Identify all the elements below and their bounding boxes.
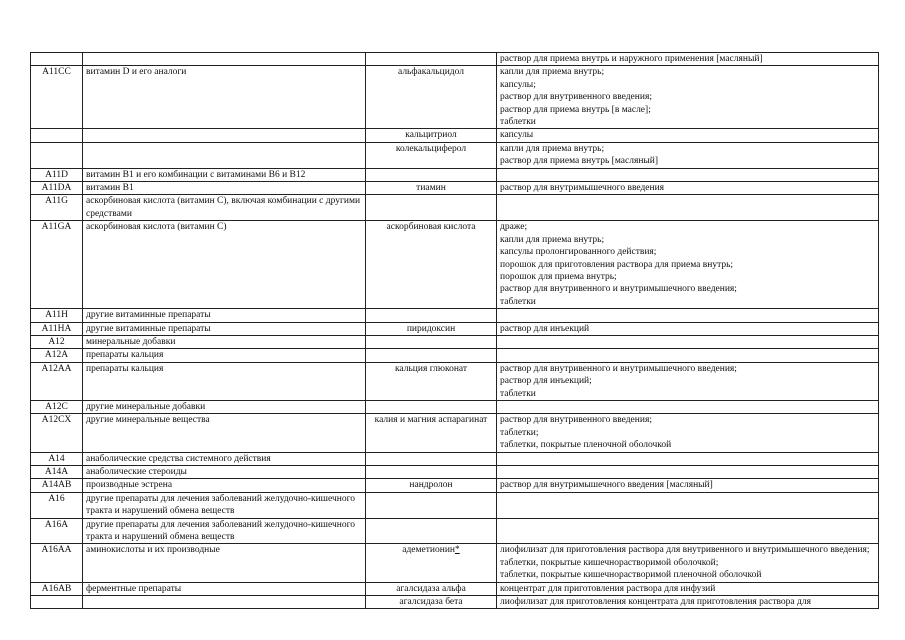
- anatomical-therapeutic-group-cell: витамин D и его аналоги: [83, 66, 366, 129]
- dosage-form-line: таблетки, покрытые пленочной оболочкой: [500, 440, 672, 451]
- atc-code-cell: A12A: [31, 349, 83, 362]
- drug-inn-cell: [366, 400, 497, 413]
- dosage-forms-cell: [497, 182, 879, 195]
- dosage-form-line: капсулы пролонгированного действия;: [500, 247, 657, 258]
- anatomical-therapeutic-group-cell: анаболические стероиды: [83, 466, 366, 479]
- drug-inn-cell: [366, 221, 497, 309]
- table-row: [31, 452, 879, 465]
- dosage-forms-cell: [497, 466, 879, 479]
- drug-inn-cell: [366, 362, 497, 400]
- anatomical-therapeutic-group-cell: [83, 129, 366, 142]
- drug-inn-text: аскорбиновая кислота: [386, 222, 476, 233]
- drug-inn-text: кальцитриол: [405, 130, 457, 141]
- anatomical-therapeutic-group-cell: другие минеральные добавки: [83, 400, 366, 413]
- dosage-forms-cell: [497, 544, 879, 582]
- drug-inn-text: кальция глюконат: [394, 363, 468, 374]
- drug-inn-cell: [366, 544, 497, 582]
- atc-code-cell: A11GA: [31, 221, 83, 309]
- drug-inn-text: агалсидаза альфа: [396, 583, 466, 594]
- dosage-form-line: раствор для инъекций: [500, 323, 590, 334]
- drug-inn-cell: [366, 335, 497, 348]
- atc-code-cell: A11H: [31, 309, 83, 322]
- dosage-form-line: порошок для приема внутрь;: [500, 271, 617, 282]
- table-row: [31, 309, 879, 322]
- footnote-asterisk-link[interactable]: *: [454, 545, 460, 556]
- drug-inn-cell: [366, 582, 497, 595]
- table-row: [31, 349, 879, 362]
- drug-inn-cell: [366, 596, 497, 609]
- dosage-form-line: раствор для приема внутрь и наружного применения [масляный]: [500, 54, 763, 64]
- dosage-form-line: раствор для инъекций;: [500, 376, 592, 387]
- table-row: [31, 518, 879, 544]
- table-row: [31, 544, 879, 582]
- dosage-form-line: капли для приема внутрь;: [500, 234, 605, 245]
- drug-inn-text: агалсидаза бета: [399, 597, 463, 608]
- anatomical-therapeutic-group-cell: витамин B1 и его комбинации с витаминами B6 и B12: [83, 168, 366, 181]
- table-body: [31, 53, 879, 609]
- dosage-form-line: лиофилизат для приготовления концентрата для приготовления раствора для: [500, 597, 811, 608]
- dosage-forms-cell: [497, 168, 879, 181]
- atc-code-cell: [31, 142, 83, 168]
- atc-code-cell: A14A: [31, 466, 83, 479]
- anatomical-therapeutic-group-cell: аскорбиновая кислота (витамин C), включая комбинации с другими средствами: [83, 195, 366, 221]
- table-row: [31, 582, 879, 595]
- dosage-forms-cell: [497, 335, 879, 348]
- drug-inn-text: альфакальцидол: [398, 67, 464, 78]
- table-row: [31, 142, 879, 168]
- atc-code-cell: [31, 53, 83, 66]
- dosage-form-line: таблетки;: [500, 427, 539, 438]
- atc-code-cell: A16A: [31, 518, 83, 544]
- table-row: [31, 168, 879, 181]
- dosage-forms-cell: [497, 400, 879, 413]
- atc-code-cell: A11G: [31, 195, 83, 221]
- dosage-form-line: таблетки: [500, 388, 536, 399]
- anatomical-therapeutic-group-cell: другие препараты для лечения заболеваний желудочно-кишечного тракта и нарушений обмена веществ: [83, 518, 366, 544]
- anatomical-therapeutic-group-cell: [83, 596, 366, 609]
- dosage-forms-cell: [497, 129, 879, 142]
- dosage-forms-cell: [497, 596, 879, 609]
- table-row: [31, 221, 879, 309]
- drug-inn-cell: [366, 129, 497, 142]
- drug-inn-text: тиамин: [416, 183, 446, 194]
- atc-code-cell: A14AB: [31, 479, 83, 492]
- dosage-form-line: капсулы;: [500, 79, 536, 90]
- dosage-forms-cell: [497, 362, 879, 400]
- dosage-forms-cell: [497, 221, 879, 309]
- dosage-form-line: раствор для внутривенного введения;: [500, 415, 652, 426]
- drug-inn-text: пиридоксин: [406, 323, 456, 334]
- dosage-forms-cell: [497, 53, 879, 66]
- anatomical-therapeutic-group-cell: другие минеральные вещества: [83, 414, 366, 452]
- atc-code-cell: [31, 129, 83, 142]
- table-row: [31, 596, 879, 609]
- dosage-forms-cell: [497, 414, 879, 452]
- drug-inn-cell: [366, 66, 497, 129]
- drug-inn-cell: [366, 349, 497, 362]
- drug-inn-cell: [366, 466, 497, 479]
- drug-inn-cell: [366, 195, 497, 221]
- dosage-forms-cell: [497, 309, 879, 322]
- atc-code-cell: [31, 596, 83, 609]
- drug-classification-table: [30, 52, 879, 609]
- anatomical-therapeutic-group-cell: витамин B1: [83, 182, 366, 195]
- anatomical-therapeutic-group-cell: аскорбиновая кислота (витамин C): [83, 221, 366, 309]
- dosage-form-line: драже;: [500, 222, 528, 233]
- drug-inn-cell: [366, 492, 497, 518]
- dosage-form-line: капсулы: [500, 130, 534, 141]
- drug-inn-text: адеметионин: [402, 545, 455, 556]
- dosage-form-line: таблетки, покрытые кишечнорастворимой оболочкой;: [500, 557, 719, 568]
- table-row: [31, 322, 879, 335]
- dosage-form-line: концентрат для приготовления раствора для инфузий: [500, 583, 716, 594]
- atc-code-cell: A11HA: [31, 322, 83, 335]
- table-row: [31, 479, 879, 492]
- dosage-form-line: раствор для внутримышечного введения [масляный]: [500, 480, 713, 491]
- dosage-form-line: капли для приема внутрь;: [500, 143, 605, 154]
- dosage-forms-cell: [497, 195, 879, 221]
- table-row: [31, 335, 879, 348]
- table-row: [31, 66, 879, 129]
- dosage-forms-cell: [497, 518, 879, 544]
- drug-inn-cell: [366, 182, 497, 195]
- drug-inn-text: калия и магния аспарагинат: [374, 415, 488, 426]
- table-row: [31, 466, 879, 479]
- anatomical-therapeutic-group-cell: аминокислоты и их производные: [83, 544, 366, 582]
- anatomical-therapeutic-group-cell: препараты кальция: [83, 362, 366, 400]
- anatomical-therapeutic-group-cell: [83, 142, 366, 168]
- drug-inn-cell: [366, 322, 497, 335]
- drug-inn-text: колекальциферол: [395, 143, 467, 154]
- dosage-form-line: раствор для внутривенного введения;: [500, 92, 652, 103]
- table-row: [31, 414, 879, 452]
- dosage-form-line: порошок для приготовления раствора для приема внутрь;: [500, 259, 734, 270]
- atc-code-cell: A12: [31, 335, 83, 348]
- table-row: [31, 129, 879, 142]
- anatomical-therapeutic-group-cell: другие препараты для лечения заболеваний желудочно-кишечного тракта и нарушений обмена веществ: [83, 492, 366, 518]
- atc-code-cell: A11DA: [31, 182, 83, 195]
- atc-code-cell: A12C: [31, 400, 83, 413]
- atc-code-cell: A14: [31, 452, 83, 465]
- dosage-form-line: таблетки, покрытые кишечнорастворимой пленочной оболочкой: [500, 570, 762, 581]
- anatomical-therapeutic-group-cell: ферментные препараты: [83, 582, 366, 595]
- dosage-forms-cell: [497, 582, 879, 595]
- dosage-form-line: раствор для внутривенного и внутримышечного введения;: [500, 363, 737, 374]
- dosage-forms-cell: [497, 322, 879, 335]
- dosage-forms-cell: [497, 479, 879, 492]
- table-row: [31, 400, 879, 413]
- anatomical-therapeutic-group-cell: другие витаминные препараты: [83, 322, 366, 335]
- dosage-form-line: раствор для приема внутрь [масляный]: [500, 156, 659, 167]
- anatomical-therapeutic-group-cell: препараты кальция: [83, 349, 366, 362]
- drug-inn-cell: [366, 414, 497, 452]
- dosage-forms-cell: [497, 142, 879, 168]
- table-row: [31, 182, 879, 195]
- anatomical-therapeutic-group-cell: производные эстрена: [83, 479, 366, 492]
- drug-inn-cell: [366, 142, 497, 168]
- anatomical-therapeutic-group-cell: анаболические средства системного действия: [83, 452, 366, 465]
- anatomical-therapeutic-group-cell: [83, 53, 366, 66]
- table-row: [31, 362, 879, 400]
- anatomical-therapeutic-group-cell: другие витаминные препараты: [83, 309, 366, 322]
- dosage-form-line: раствор для внутривенного и внутримышечного введения;: [500, 284, 737, 295]
- dosage-forms-cell: [497, 66, 879, 129]
- drug-inn-cell: [366, 309, 497, 322]
- atc-code-cell: A11D: [31, 168, 83, 181]
- drug-inn-cell: [366, 518, 497, 544]
- atc-code-cell: A12CX: [31, 414, 83, 452]
- dosage-form-line: раствор для внутримышечного введения: [500, 183, 665, 194]
- atc-code-cell: A16AA: [31, 544, 83, 582]
- table-row: [31, 195, 879, 221]
- table-row: [31, 492, 879, 518]
- atc-code-cell: A16AB: [31, 582, 83, 595]
- table-row: [31, 53, 879, 66]
- anatomical-therapeutic-group-cell: минеральные добавки: [83, 335, 366, 348]
- dosage-form-line: таблетки: [500, 117, 536, 128]
- atc-code-cell: A11CC: [31, 66, 83, 129]
- atc-code-cell: A16: [31, 492, 83, 518]
- dosage-form-line: лиофилизат для приготовления раствора для внутривенного и внутримышечного введения;: [500, 545, 870, 556]
- dosage-form-line: таблетки: [500, 296, 536, 307]
- drug-inn-cell: [366, 479, 497, 492]
- atc-code-cell: A12AA: [31, 362, 83, 400]
- drug-inn-text: нандролон: [409, 480, 453, 491]
- drug-inn-cell: [366, 168, 497, 181]
- drug-inn-cell: [366, 53, 497, 66]
- dosage-form-line: капли для приема внутрь;: [500, 67, 605, 78]
- dosage-forms-cell: [497, 452, 879, 465]
- dosage-form-line: раствор для приема внутрь [в масле];: [500, 104, 651, 115]
- dosage-forms-cell: [497, 492, 879, 518]
- dosage-forms-cell: [497, 349, 879, 362]
- drug-inn-cell: [366, 452, 497, 465]
